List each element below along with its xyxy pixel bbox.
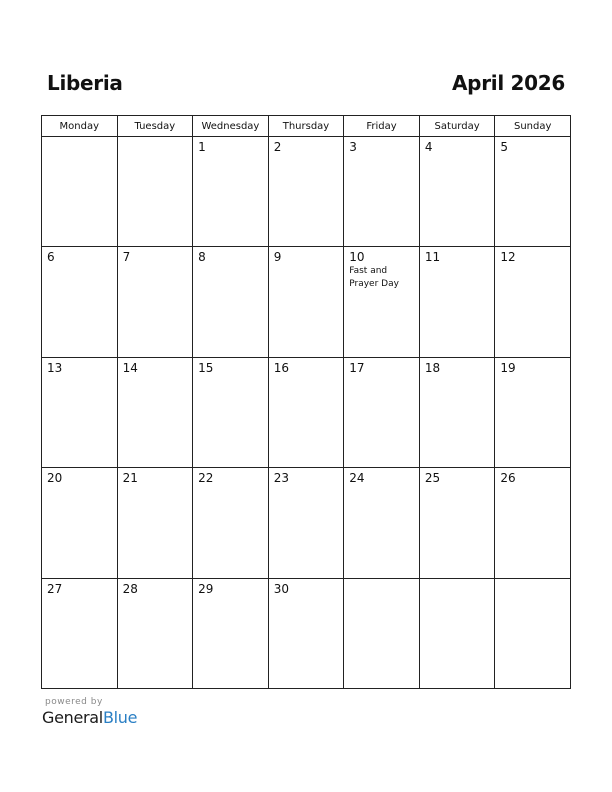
day-number: 8 <box>198 250 206 265</box>
day-number: 2 <box>273 140 282 154</box>
day-number: 5 <box>500 140 509 154</box>
day-cell <box>419 357 495 467</box>
day-cell <box>495 137 571 247</box>
weekday-thursday: Thursday <box>268 116 344 137</box>
brand-part-general: General <box>42 708 103 727</box>
week-row <box>42 247 571 357</box>
day-number: 18 <box>424 360 441 375</box>
day-cell <box>117 247 193 357</box>
day-number: 11 <box>424 250 441 265</box>
day-cell <box>42 357 118 467</box>
day-cell <box>268 137 344 247</box>
day-cell <box>495 357 571 467</box>
week-row <box>42 578 571 688</box>
country-title: Liberia <box>47 71 123 95</box>
holiday-label-line2: Prayer Day <box>349 279 399 290</box>
weekday-header-row <box>42 116 571 137</box>
week-row <box>42 137 571 247</box>
day-cell <box>268 357 344 467</box>
day-cell <box>419 137 495 247</box>
day-number: 1 <box>198 140 206 154</box>
day-number: 6 <box>47 250 55 265</box>
day-cell <box>117 468 193 578</box>
day-number: 23 <box>273 471 289 486</box>
day-number: 15 <box>198 360 214 375</box>
day-number: 30 <box>273 581 289 596</box>
day-cell <box>268 247 344 357</box>
day-number: 22 <box>198 471 214 486</box>
day-number: 29 <box>198 581 214 596</box>
day-number: 17 <box>349 360 365 375</box>
day-cell <box>117 357 193 467</box>
day-cell <box>419 247 495 357</box>
week-row <box>42 357 571 467</box>
powered-by-label: powered by <box>45 697 103 707</box>
day-cell <box>193 247 269 357</box>
weekday-sunday: Sunday <box>495 116 571 137</box>
day-cell <box>495 247 571 357</box>
weekday-friday: Friday <box>344 116 420 137</box>
day-cell <box>193 578 269 688</box>
weekday-saturday: Saturday <box>419 116 495 137</box>
day-cell <box>42 468 118 578</box>
weekday-monday: Monday <box>42 116 118 137</box>
day-number: 19 <box>500 360 516 375</box>
day-number: 3 <box>349 140 357 154</box>
day-cell-holiday <box>344 247 420 357</box>
day-number: 12 <box>500 250 516 265</box>
day-number: 28 <box>122 581 138 596</box>
day-number: 16 <box>273 360 289 375</box>
day-number: 9 <box>273 250 282 265</box>
day-cell <box>42 137 118 247</box>
day-cell <box>42 247 118 357</box>
day-number: 10 <box>349 250 365 265</box>
day-number: 13 <box>47 360 63 375</box>
day-number: 4 <box>424 140 433 154</box>
holiday-label-line1: Fast and <box>349 266 388 277</box>
weekday-wednesday: Wednesday <box>193 116 269 137</box>
day-cell <box>344 137 420 247</box>
day-number: 26 <box>500 471 516 486</box>
day-cell <box>419 468 495 578</box>
weekday-tuesday: Tuesday <box>117 116 193 137</box>
brand-part-blue: Blue <box>102 708 138 727</box>
day-number: 14 <box>122 360 138 375</box>
calendar-grid <box>41 115 571 689</box>
day-cell <box>268 578 344 688</box>
day-cell <box>419 578 495 688</box>
day-cell <box>344 578 420 688</box>
day-cell <box>495 468 571 578</box>
day-cell <box>193 357 269 467</box>
month-year-title: April 2026 <box>452 71 565 95</box>
day-number: 27 <box>47 581 63 596</box>
day-number: 21 <box>122 471 138 486</box>
day-cell <box>495 578 571 688</box>
day-cell <box>193 137 269 247</box>
footer-branding <box>42 697 137 727</box>
day-cell <box>42 578 118 688</box>
day-number: 7 <box>122 250 131 265</box>
day-number: 20 <box>47 471 63 486</box>
day-number: 24 <box>349 471 365 486</box>
day-cell <box>268 468 344 578</box>
day-cell <box>193 468 269 578</box>
day-cell <box>117 578 193 688</box>
generalblue-logo <box>42 708 137 727</box>
week-row <box>42 468 571 578</box>
day-cell <box>344 357 420 467</box>
day-cell <box>117 137 193 247</box>
day-cell <box>344 468 420 578</box>
day-number: 25 <box>424 471 441 486</box>
